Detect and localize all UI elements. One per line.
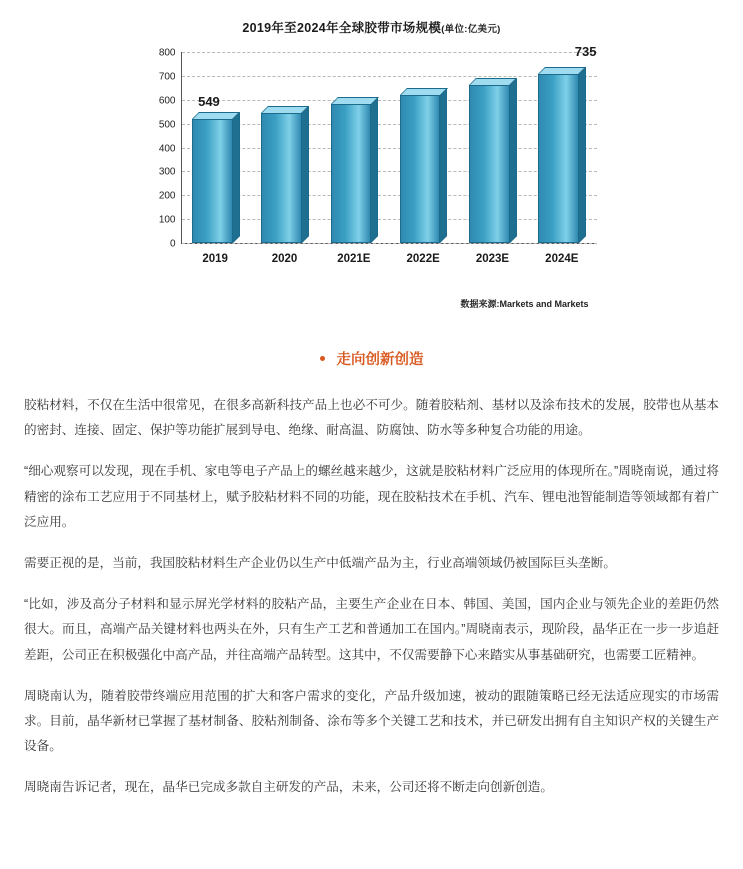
bar-side-face	[233, 112, 240, 243]
bar-side-face	[510, 78, 517, 243]
y-tick-label: 200	[158, 190, 176, 202]
bar-front-face	[261, 113, 302, 243]
bar-side-face	[302, 106, 309, 243]
bar-side-face	[440, 88, 447, 243]
y-tick-label: 300	[158, 166, 176, 178]
paragraph: 周晓南告诉记者，现在，晶华已完成多款自主研发的产品，未来，公司还将不断走向创新创造。	[24, 780, 553, 795]
chart-source-note: 数据来源:Markets and Markets	[460, 299, 589, 309]
y-tick-label: 400	[158, 143, 176, 154]
chart-axes	[158, 44, 597, 250]
bar-slot	[331, 52, 379, 243]
data-label-first: 549	[198, 94, 220, 110]
y-tick-label: 600	[158, 95, 176, 107]
y-tick-label: 100	[158, 214, 176, 226]
x-tick-label: 2020	[271, 253, 298, 265]
bar-2019[interactable]	[192, 112, 240, 243]
y-tick-label: 800	[158, 47, 176, 59]
chart-title	[137, 12, 607, 36]
section-heading-text: 走向创新创造	[336, 352, 424, 368]
bar-side-face	[579, 67, 586, 243]
article-body	[0, 320, 743, 836]
chart-container	[137, 12, 607, 312]
x-tick-label: 2022E	[406, 253, 440, 265]
paragraph: “细心观察可以发现，现在手机、家电等电子产品上的螺丝越来越少，这就是胶粘材料广泛应用的体现所在。”周晓南说，通过将精密的涂布工艺应用于不同基材上，赋予胶粘材料不同的功能，现在胶粘技术在手机、汽车、锂电池智能制造等领域都有着广泛应用。	[24, 464, 719, 529]
bar-slot	[192, 52, 240, 243]
section-heading	[24, 348, 719, 369]
bar-2021E[interactable]	[331, 97, 379, 243]
data-label-last: 735	[574, 44, 597, 60]
bar-front-face	[331, 104, 372, 243]
bar-side-face	[371, 97, 378, 243]
bar-slot	[400, 52, 448, 243]
bar-2022E[interactable]	[400, 88, 448, 243]
bullet-dot-icon	[320, 356, 325, 361]
bar-series	[182, 52, 597, 243]
bar-slot	[469, 52, 517, 243]
bar-2024E[interactable]	[538, 67, 586, 243]
bar-slot	[538, 52, 586, 243]
x-tick-label: 2024E	[545, 253, 579, 265]
chart-plot-area	[137, 44, 607, 272]
chart-title-unit: (单位:亿美元)	[441, 24, 501, 35]
chart-title-text: 2019年至2024年全球胶带市场规模	[242, 21, 442, 35]
x-tick-label: 2019	[202, 253, 228, 265]
y-tick-label: 700	[158, 71, 176, 83]
bar-front-face	[469, 85, 510, 243]
chart-figure	[0, 0, 743, 320]
gridline	[169, 238, 597, 250]
y-tick-label: 500	[158, 119, 176, 131]
bar-2020[interactable]	[261, 106, 309, 243]
x-tick-label: 2023E	[475, 253, 510, 265]
paragraph: 胶粘材料，不仅在生活中很常见，在很多高新科技产品上也必不可少。随着胶粘剂、基材以及涂布技术的发展，胶带也从基本的密封、连接、固定、保护等功能扩展到导电、绝缘、耐高温、防腐蚀、防水等多种复合功能的用途。	[24, 398, 719, 438]
bar-slot	[261, 52, 309, 243]
y-tick-label: 0	[169, 238, 176, 250]
paragraph: 周晓南认为，随着胶带终端应用范围的扩大和客户需求的变化，产品升级加速，被动的跟随策略已经无法适应现实的市场需求。目前，晶华新材已掌握了基材制备、胶粘剂制备、涂布等多个关键工艺和技术，并已研发出拥有自主知识产权的关键生产设备。	[24, 688, 719, 754]
paragraph: 需要正视的是，当前，我国胶粘材料生产企业仍以生产中低端产品为主，行业高端领域仍被国际巨头垄断。	[24, 555, 616, 570]
bar-2023E[interactable]	[469, 78, 517, 243]
x-axis-labels	[181, 246, 597, 272]
x-tick-label: 2021E	[337, 253, 371, 265]
paragraph: “比如，涉及高分子材料和显示屏光学材料的胶粘产品，主要生产企业在日本、韩国、美国，国内企业与领先企业的差距仍然很大。而且，高端产品关键材料也两头在外，只有生产工艺和普通加工在国内。”周晓南表示，现阶段，晶华正在一步一步追赶差距，公司正在积极强化中高产品，并往高端产品转型。这其中，不仅需要静下心来踏实从事基础研究，也需要工匠精神。	[24, 597, 719, 662]
bar-front-face	[192, 119, 233, 243]
bar-front-face	[538, 74, 579, 243]
bar-front-face	[400, 95, 441, 243]
